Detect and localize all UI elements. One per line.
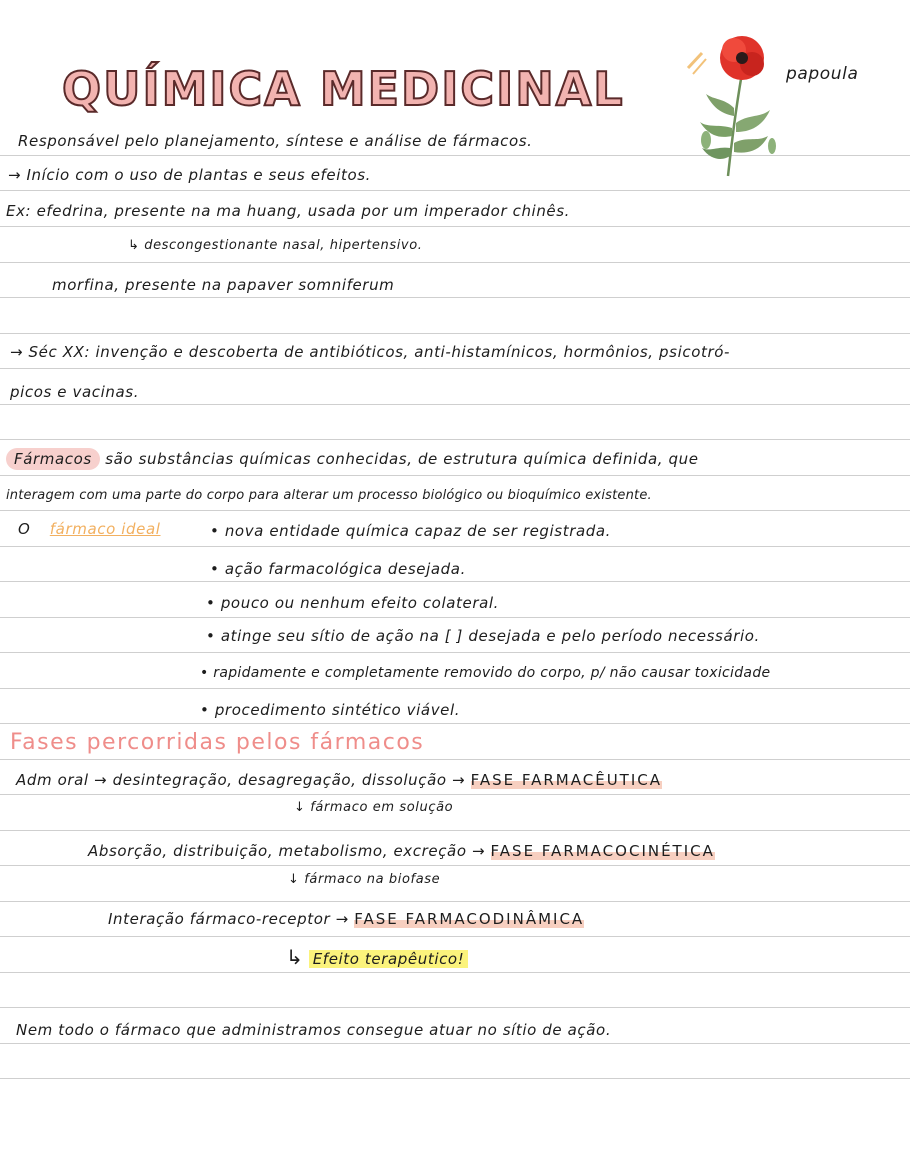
bullet-item: • nova entidade química capaz de ser registrada. xyxy=(210,522,612,540)
ideal-line xyxy=(18,520,161,538)
definition-line xyxy=(6,450,699,468)
definition-text: são substâncias químicas conhecidas, de estrutura química definida, que xyxy=(105,450,699,468)
bullet-item: • atinge seu sítio de ação na [ ] desejada e pelo período necessário. xyxy=(206,627,760,645)
phase-sub: ↓ fármaco em solução xyxy=(294,800,454,815)
phase-row xyxy=(16,771,662,789)
flower-label: papoula xyxy=(786,64,859,84)
text-line: picos e vacinas. xyxy=(10,383,140,401)
section-heading: Fases percorridas pelos fármacos xyxy=(10,730,425,755)
phase-row xyxy=(88,842,715,860)
effect-text: Efeito terapêutico! xyxy=(309,950,469,968)
bullet-item: • procedimento sintético viável. xyxy=(200,701,461,719)
highlighted-term: Fármacos xyxy=(6,448,100,470)
phase-label: FASE FARMACOCINÉTICA xyxy=(490,842,715,860)
bullet-item: • ação farmacológica desejada. xyxy=(210,560,466,578)
ideal-prefix: O xyxy=(18,520,31,538)
text-line: Nem todo o fármaco que administramos consegue atuar no sítio de ação. xyxy=(16,1021,612,1039)
bullet-item: • pouco ou nenhum efeito colateral. xyxy=(206,594,500,612)
text-line: Ex: efedrina, presente na ma huang, usada por um imperador chinês. xyxy=(6,202,571,220)
poppy-flower-icon xyxy=(684,28,794,178)
text-line: → Séc XX: invenção e descoberta de antibióticos, anti-histamínicos, hormônios, psicotró- xyxy=(10,343,731,361)
text-line: ↳ descongestionante nasal, hipertensivo. xyxy=(128,238,423,253)
phase-label: FASE FARMACÊUTICA xyxy=(470,771,662,789)
phase-steps: Adm oral → desintegração, desagregação, dissolução → xyxy=(16,771,466,789)
bullet-item: • rapidamente e completamente removido do corpo, p/ não causar toxicidade xyxy=(200,665,771,681)
phase-sub: ↓ fármaco na biofase xyxy=(288,872,441,887)
text-line: morfina, presente na papaver somniferum xyxy=(52,276,395,294)
page-title: QUÍMICA MEDICINAL xyxy=(62,62,625,116)
effect-arrow: ↳ xyxy=(286,945,304,969)
phase-steps: Absorção, distribuição, metabolismo, excreção → xyxy=(88,842,486,860)
phase-steps: Interação fármaco-receptor → xyxy=(108,910,349,928)
text-line: Responsável pelo planejamento, síntese e análise de fármacos. xyxy=(18,132,533,150)
text-line: → Início com o uso de plantas e seus efeitos. xyxy=(8,166,372,184)
phase-label: FASE FARMACODINÂMICA xyxy=(354,910,585,928)
effect-row xyxy=(286,945,468,969)
text-line: interagem com uma parte do corpo para alterar um processo biológico ou bioquímico existente. xyxy=(6,488,652,503)
phase-row xyxy=(108,910,584,928)
ideal-label: fármaco ideal xyxy=(49,520,161,538)
